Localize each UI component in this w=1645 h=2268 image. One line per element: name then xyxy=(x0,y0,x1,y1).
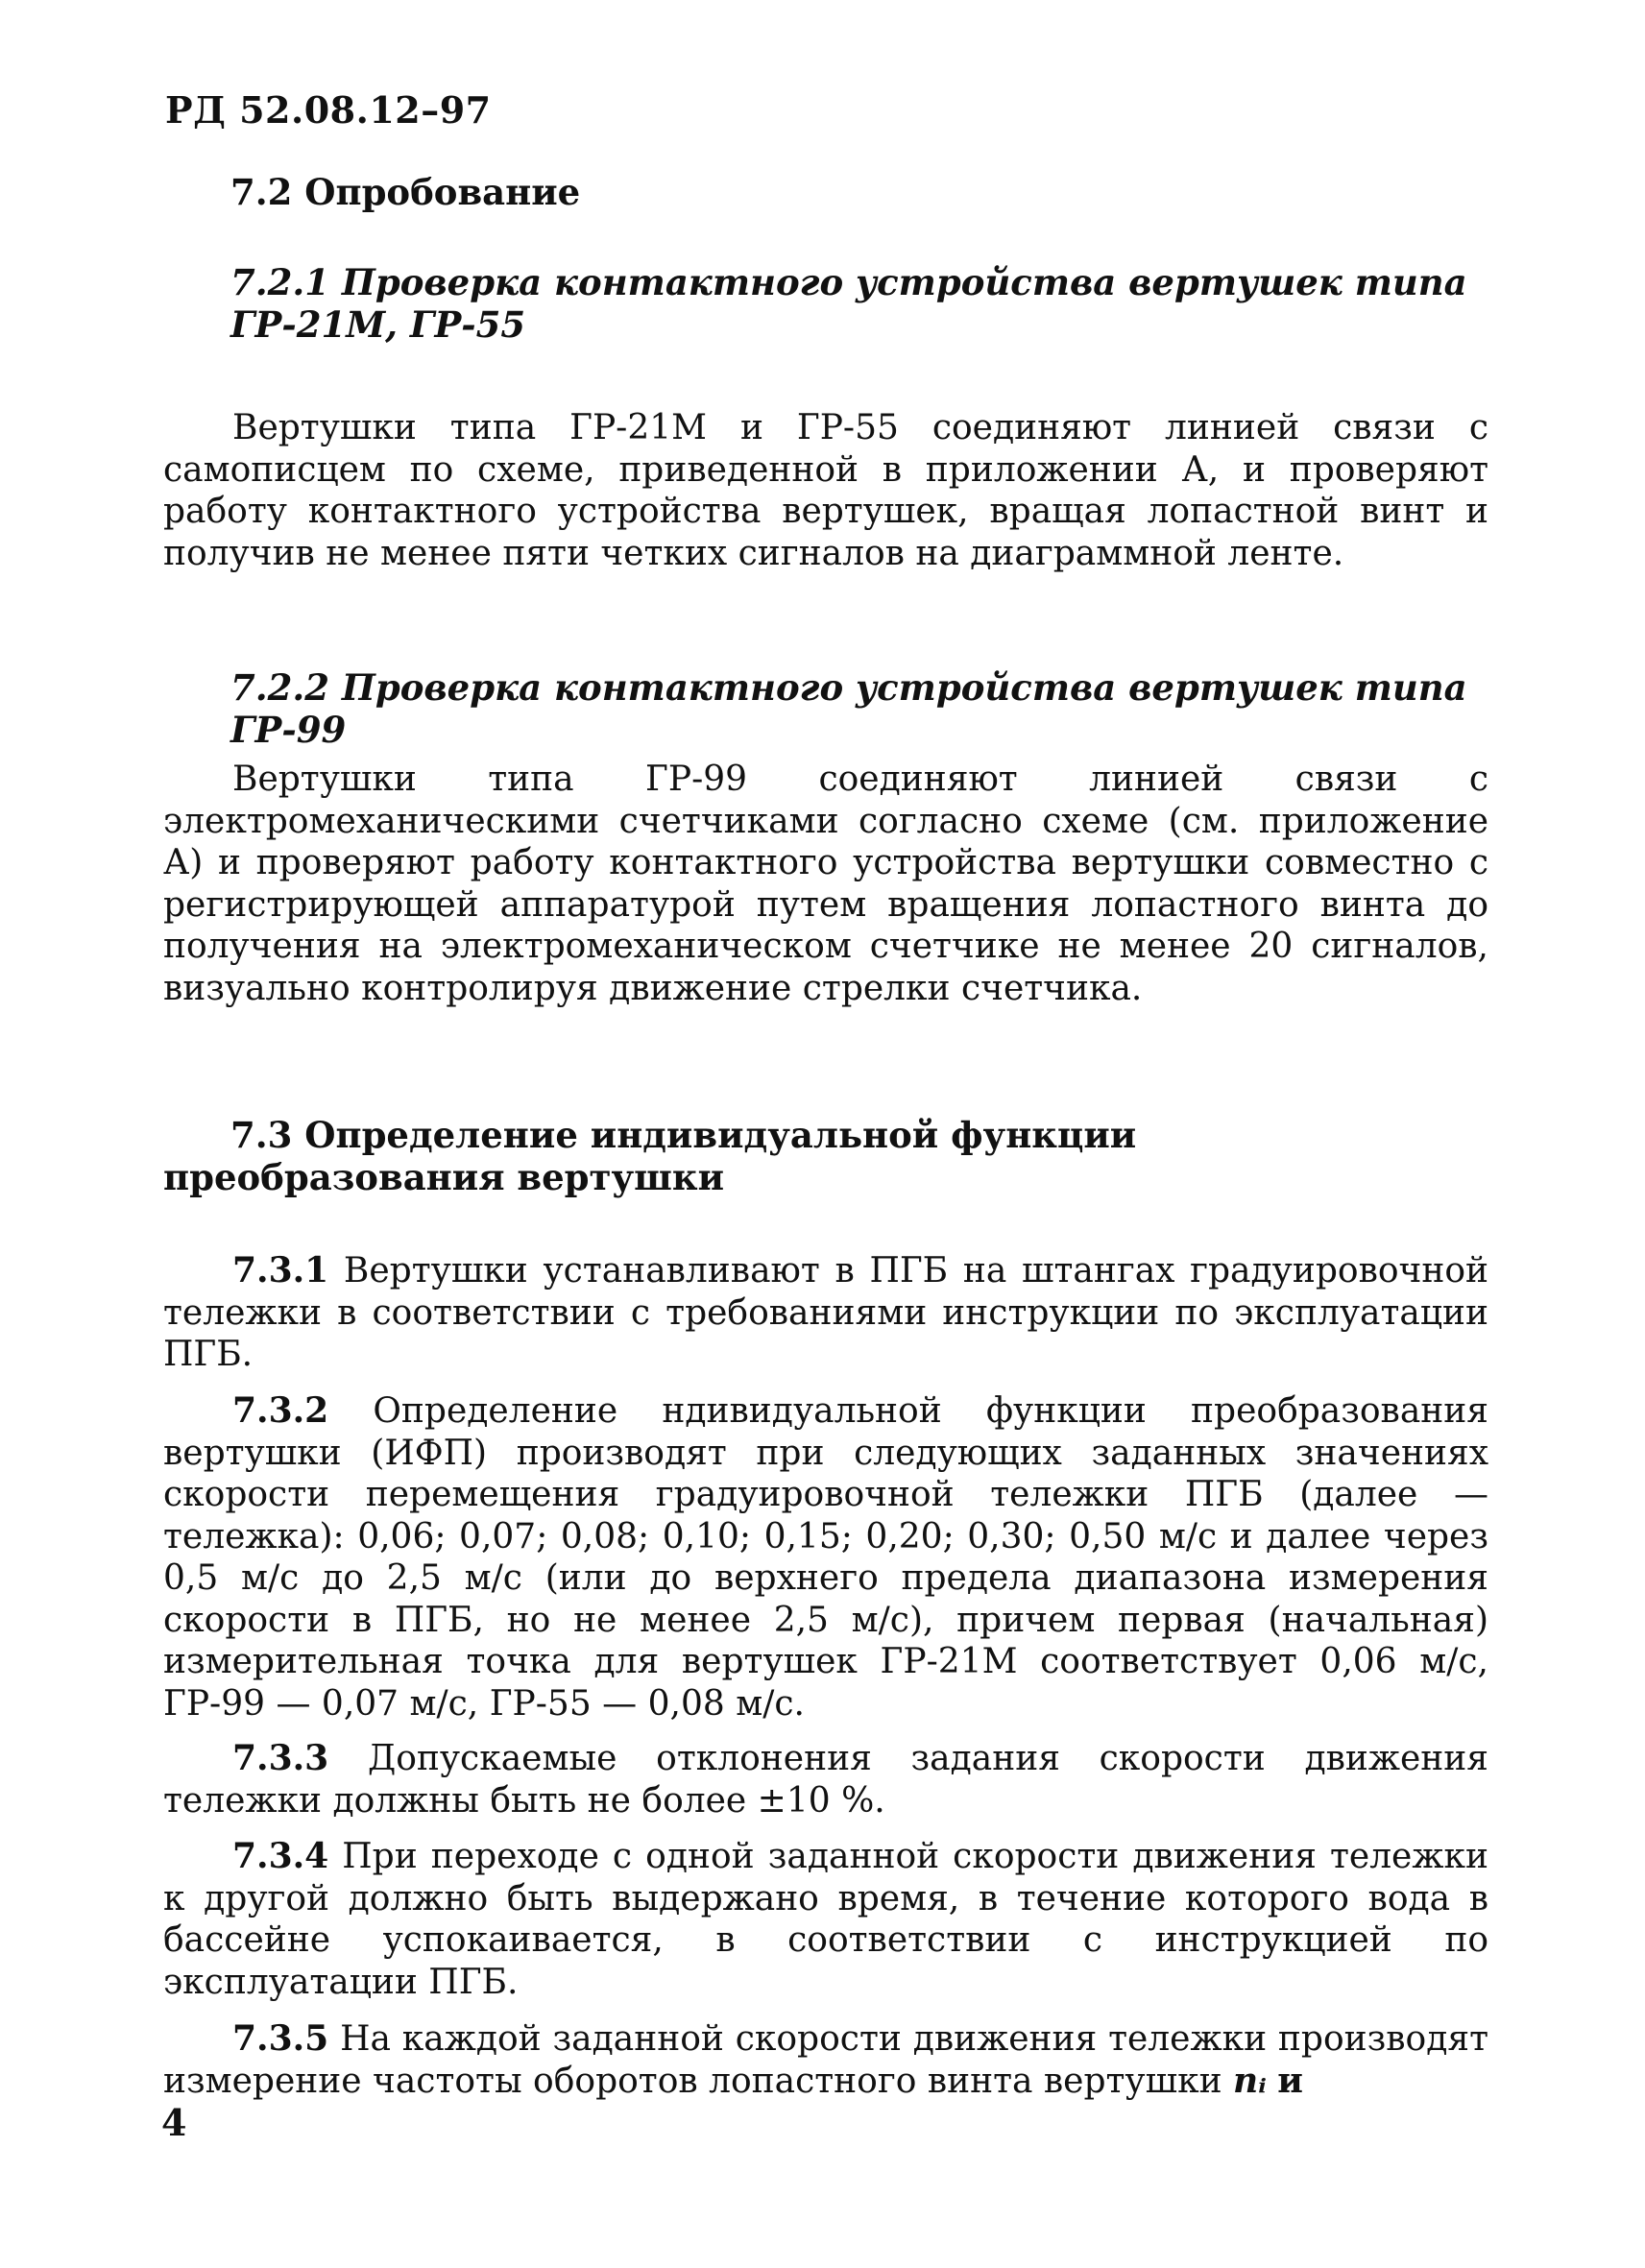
item-7-3-1: 7.3.1 Вертушки устанавливают в ПГБ на штангах градуировочной тележки в соответствии с требованиями инструкции по эксплуатации ПГБ. xyxy=(163,1250,1488,1374)
item-7-3-5: 7.3.5 На каждой заданной скорости движения тележки производят измерение частоты оборотов лопастного винта вертушки nᵢ и xyxy=(163,2018,1488,2101)
item-number: 7.3.2 xyxy=(232,1390,329,1431)
item-7-3-2: 7.3.2 Определение ндивидуальной функции преобразования вертушки (ИФП) производят при следующих заданных значениях скорости перемещения градуировочной тележки ПГБ (далее — тележка): 0,06; 0,07; 0,08; 0,10; 0,15; 0,20; 0,30; 0,50 м/с и далее через 0,5 м/с до 2,5 м/с (или до верхнего предела диапазона измерения скорости в ПГБ, но не менее 2,5 м/с), причем первая (начальная) измерительная точка для вертушек ГР-21М соответствует 0,06 м/с, ГР-99 — 0,07 м/с, ГР-55 — 0,08 м/с. xyxy=(163,1390,1488,1724)
section-7-3-heading: 7.3 Определение индивидуальной функции преобразования вертушки xyxy=(163,1114,1137,1198)
subsection-7-2-1-heading: 7.2.1 Проверка контактного устройства вертушек типа ГР-21М, ГР-55 xyxy=(230,261,1467,346)
item-number: 7.3.5 xyxy=(232,2018,329,2059)
item-7-3-3: 7.3.3 Допускаемые отклонения задания скорости движения тележки должны быть не более ±10 %. xyxy=(163,1738,1488,1821)
item-number: 7.3.1 xyxy=(232,1250,329,1291)
item-number: 7.3.3 xyxy=(232,1738,329,1778)
variable-n-i: nᵢ xyxy=(1233,2060,1267,2101)
item-number: 7.3.4 xyxy=(232,1836,329,1876)
section-7-2-heading: 7.2 Опробование xyxy=(230,171,581,213)
item-7-3-4: 7.3.4 При переходе с одной заданной скорости движения тележки к другой должно быть выдержано время, в течение которого вода в бассейне успокаивается, в соответствии с инструкцией по эксплуатации ПГБ. xyxy=(163,1836,1488,2002)
paragraph-7-2-2: Вертушки типа ГР-99 соединяют линией связи с электромеханическими счетчиками согласно схеме (см. приложение А) и проверяют работу контактного устройства вертушки совместно с регистрирующей аппаратурой путем вращения лопастного винта до получения на электромеханическом счетчике не менее 20 сигналов, визуально контролируя движение стрелки счетчика. xyxy=(163,760,1488,1008)
document-code: РД 52.08.12–97 xyxy=(165,88,492,132)
paragraph-7-2-1: Вертушки типа ГР-21М и ГР-55 соединяют линией связи с самописцем по схеме, приведенной в приложении А, и проверяют работу контактного устройства вертушек, вращая лопастной винт и получив не менее пяти четких сигналов на диаграммной ленте. xyxy=(163,408,1488,573)
subsection-7-2-2-heading: 7.2.2 Проверка контактного устройства вертушек типа ГР-99 xyxy=(230,666,1467,751)
page-number: 4 xyxy=(161,2101,187,2144)
